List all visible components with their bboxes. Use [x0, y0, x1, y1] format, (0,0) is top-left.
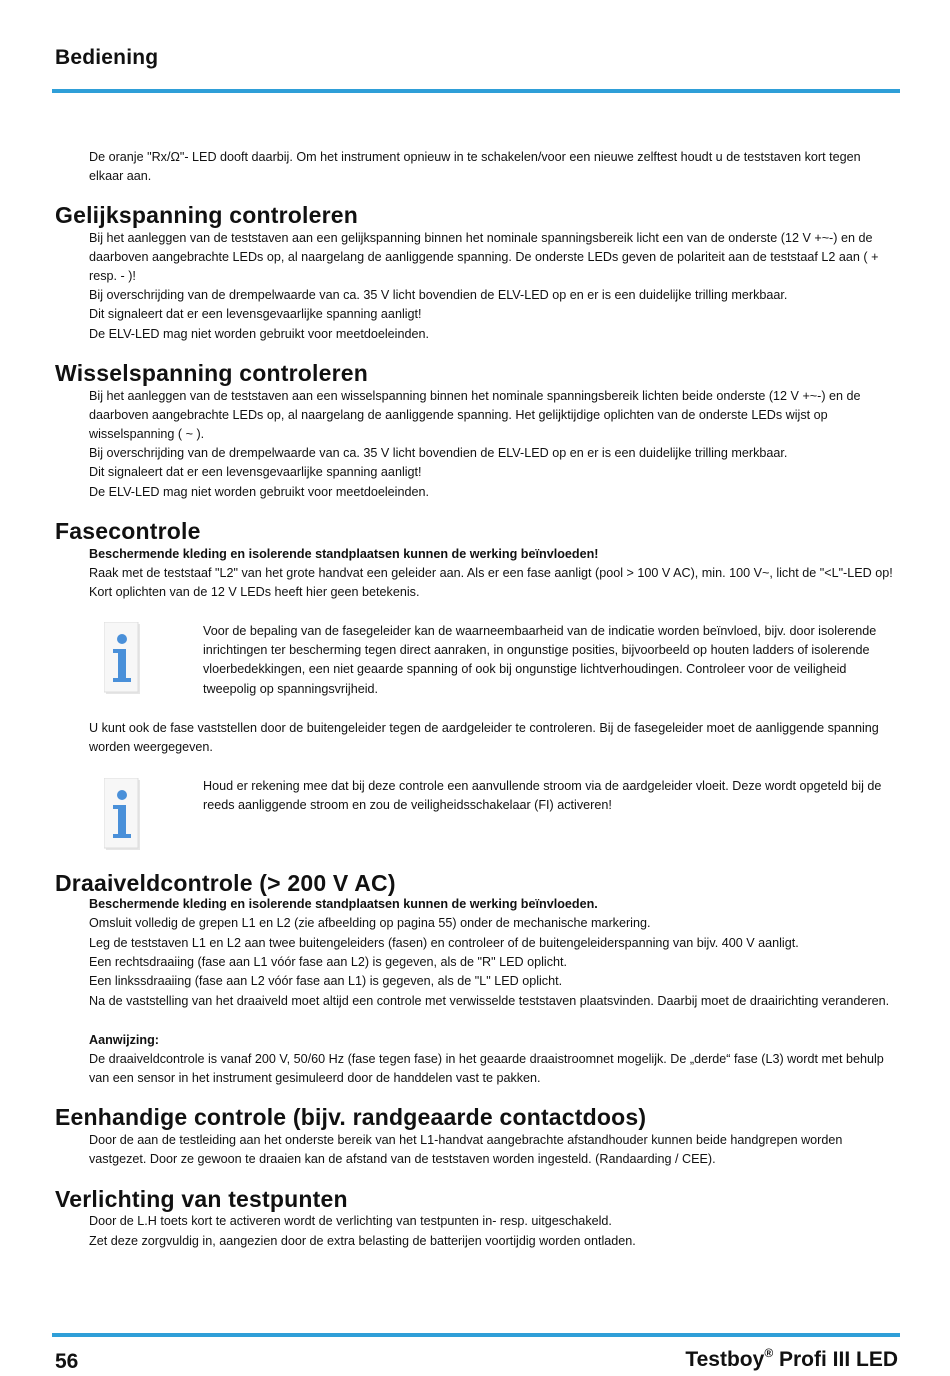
product-name: Profi III LED	[773, 1348, 898, 1371]
page-number: 56	[55, 1350, 79, 1373]
fasecontrole-note1: Voor de bepaling van de fasegeleider kan de waarneembaarheid van de indicatie worden beïnvloed, bijv. door isolerende inrichtingen ter bescherming tegen direct aanraken, in ongunstige posities, bijvoorbeeld op houten ladders of isolerende vloerbedekkingen, een niet geaarde spanning of ook bij ongunstige lichtverhoudingen. Controleer voor de veiligheid tweepolig op spanningsvrijheid.	[203, 624, 877, 696]
fasecontrole-warning: Beschermende kleding en isolerende standplaatsen kunnen de werking beïnvloeden!	[89, 547, 599, 561]
info-icon	[104, 622, 140, 694]
wisselspanning-p2: Bij overschrijding van de drempelwaarde van ca. 35 V licht bovendien de ELV-LED op en er is een duidelijke trilling merkbaar.	[89, 446, 788, 460]
gelijkspanning-p1: Bij het aanleggen van de teststaven aan een gelijkspanning binnen het nominale spanningsbereik licht een van de onderste (12 V +~-) en de daarboven aangebrachte LEDs op, al naargelang de aanliggende spanning. De onderste LEDs geven de polariteit aan de teststaaf L2 aan ( + resp. - )!	[89, 231, 879, 284]
section-title-gelijkspanning: Gelijkspanning controleren	[55, 202, 358, 228]
section-title-verlichting: Verlichting van testpunten	[55, 1186, 348, 1212]
page-header-title: Bediening	[55, 46, 159, 69]
footer-brand	[685, 1348, 898, 1372]
draaiveld-p1: Omsluit volledig de grepen L1 en L2 (zie afbeelding op pagina 55) onder de mechanische markering.	[89, 916, 651, 930]
brand-name: Testboy	[685, 1348, 765, 1371]
draaiveld-p5: Na de vaststelling van het draaiveld moet altijd een controle met verwisselde teststaven plaatsvinden. Daarbij moet de draairichting veranderen.	[89, 994, 890, 1008]
draaiveld-p3: Een rechtsdraaiing (fase aan L1 vóór fase aan L2) is gegeven, als de "R" LED oplicht.	[89, 955, 567, 969]
section-title-eenhandige: Eenhandige controle (bijv. randgeaarde contactdoos)	[55, 1104, 647, 1130]
gelijkspanning-p3: Dit signaleert dat er een levensgevaarlijke spanning aanligt!	[89, 307, 422, 321]
footer-rule	[52, 1333, 900, 1337]
registered-mark: ®	[764, 1346, 774, 1360]
wisselspanning-p4: De ELV-LED mag niet worden gebruikt voor meetdoeleinden.	[89, 485, 429, 499]
fasecontrole-p2: U kunt ook de fase vaststellen door de buitengeleider tegen de aardgeleider te controleren. Bij de fasegeleider moet de aanliggende spanning worden weergegeven.	[89, 721, 879, 755]
gelijkspanning-p2: Bij overschrijding van de drempelwaarde van ca. 35 V licht bovendien de ELV-LED op en er is een duidelijke trilling merkbaar.	[89, 288, 788, 302]
info-icon	[104, 778, 140, 850]
wisselspanning-p1: Bij het aanleggen van de teststaven aan een wisselspanning binnen het nominale spanningsbereik lichten beide onderste (12 V +~-) en de daarboven aangebrachte LEDs op, al naargelang de aanliggende spanning. Het gelijktijdige oplichten van de onderste LEDs wijst op wisselspanning ( ~ ).	[89, 389, 861, 442]
verlichting-p1: Door de L.H toets kort te activeren wordt de verlichting van testpunten in- resp. uitgeschakeld.	[89, 1214, 612, 1228]
intro-text: De oranje "Rx/Ω"- LED dooft daarbij. Om het instrument opnieuw in te schakelen/voor een nieuwe zelftest houdt u de teststaven kort tegen elkaar aan.	[89, 150, 861, 184]
draaiveld-p6: De draaiveldcontrole is vanaf 200 V, 50/60 Hz (fase tegen fase) in het geaarde draaistroomnet mogelijk. De „derde“ fase (L3) wordt met behulp van een sensor in het instrument gesimuleerd door de handdelen vast te pakken.	[89, 1052, 884, 1086]
eenhandige-p1: Door de aan de testleiding aan het onderste bereik van het L1-handvat aangebrachte afstandhouder kunnen beide handgrepen worden vastgezet. Door ze gewoon te draaien kan de afstand van de teststaven worden ingesteld. (Randaarding / CEE).	[89, 1133, 843, 1167]
draaiveld-p2: Leg de teststaven L1 en L2 aan twee buitengeleiders (fasen) en controleer of de buitengeleiderspanning van bijv. 400 V aanligt.	[89, 936, 799, 950]
fasecontrole-p1: Raak met de teststaaf "L2" van het grote handvat een geleider aan. Als er een fase aanligt (pool > 100 V AC), min. 100 V~, licht de "<L"-LED op! Kort oplichten van de 12 V LEDs heeft hier geen betekenis.	[89, 566, 893, 600]
draaiveld-warning: Beschermende kleding en isolerende standplaatsen kunnen de werking beïnvloeden.	[89, 897, 598, 911]
gelijkspanning-p4: De ELV-LED mag niet worden gebruikt voor meetdoeleinden.	[89, 327, 429, 341]
draaiveld-p4: Een linkssdraaiing (fase aan L2 vóór fase aan L1) is gegeven, als de "L" LED oplicht.	[89, 974, 563, 988]
fasecontrole-note2: Houd er rekening mee dat bij deze controle een aanvullende stroom via de aardgeleider vloeit. Deze wordt opgeteld bij de reeds aanliggende stroom en zou de veiligheidsschakelaar (FI) activeren!	[203, 779, 882, 813]
verlichting-p2: Zet deze zorgvuldig in, aangezien door de extra belasting de batterijen voortijdig worden ontladen.	[89, 1234, 636, 1248]
section-title-draaiveld: Draaiveldcontrole (> 200 V AC)	[55, 870, 396, 896]
wisselspanning-p3: Dit signaleert dat er een levensgevaarlijke spanning aanligt!	[89, 465, 422, 479]
section-title-fasecontrole: Fasecontrole	[55, 518, 201, 544]
section-title-wisselspanning: Wisselspanning controleren	[55, 360, 368, 386]
header-rule	[52, 89, 900, 93]
draaiveld-hint-label: Aanwijzing:	[89, 1033, 159, 1047]
